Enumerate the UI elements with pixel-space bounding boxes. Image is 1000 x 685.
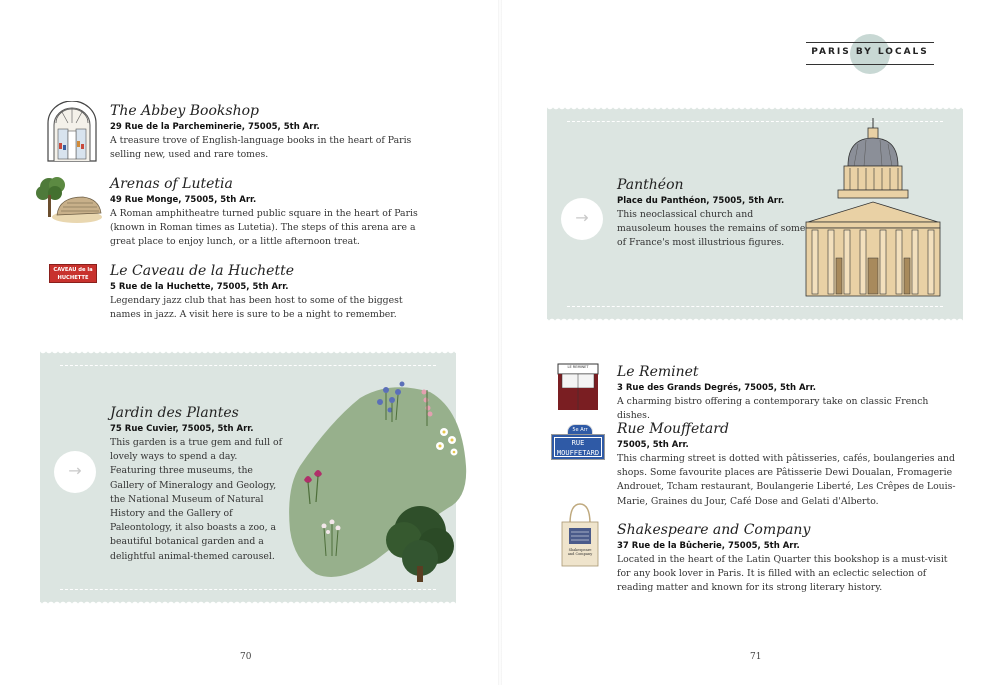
entry-description: A Roman amphitheatre turned public square in the heart of Paris (known in Roman times as Lutetia). The steps of this arena are a great place to enjoy lunch, or a little afternoon treat. (110, 208, 418, 248)
arenas-of-lutetia-icon (33, 175, 103, 225)
panel-scallop-top (40, 351, 456, 357)
entry-description: This charming street is dotted with pâtisseries, cafés, boulangeries and shops. Some favourite places are Pâtisserie Dewi Doualan, Fromagerie Androuet, Tcham restaurant, Boulangerie Liberté, Les Crêpes de Louis-Marie, Graines du Jour, Café Dose and Gelati d'Alberto. (617, 453, 956, 507)
jardin-des-plantes-illustration (280, 370, 470, 590)
entry-le-reminet (617, 364, 957, 423)
shakespeare-tote-bag-icon (560, 502, 600, 568)
entry-address: 49 Rue Monge, 75005, 5th Arr. (110, 195, 257, 205)
entry-description: Located in the heart of the Latin Quarter this bookshop is a must-visit for any book lover in Paris. It is filled with an eclectic selection of reading matter and known for its strong literary history. (617, 554, 948, 594)
entry-le-caveau-de-la-huchette (110, 263, 432, 322)
header-text: PARIS BY LOCALS (811, 47, 929, 57)
pantheon-illustration (802, 118, 944, 300)
entry-address: 37 Rue de la Bûcherie, 75005, 5th Arr. (617, 541, 800, 551)
caveau-sign-icon (49, 264, 97, 283)
entry-address: Place du Panthéon, 75005, 5th Arr. (617, 196, 785, 206)
entry-description: A treasure trove of English-language books in the heart of Paris selling new, used and rare tomes. (110, 135, 412, 161)
entry-description: Legendary jazz club that has been host to some of the biggest names in jazz. A visit here is sure to be a night to remember. (110, 295, 403, 321)
entry-pantheon (617, 177, 807, 251)
entry-description: This neoclassical church and mausoleum houses the remains of some of France's most illustrious figures. (617, 209, 806, 249)
panel-dash-top (60, 365, 436, 366)
caveau-sign-line1: CAVEAU de la (53, 267, 93, 273)
entry-abbey-bookshop (110, 103, 430, 162)
arrow-icon: → (575, 208, 589, 227)
entry-title: Panthéon (617, 177, 684, 193)
rue-mouffetard-sign-icon (551, 424, 607, 462)
entry-address: 75005, 5th Arr. (617, 440, 689, 450)
sign-line2: MOUFFETARD (556, 449, 600, 457)
panel-scallop-bottom (547, 315, 963, 321)
panel-scallop-top (547, 107, 963, 113)
le-reminet-sign-text: LE REMINET (567, 365, 589, 369)
entry-address: 3 Rue des Grands Degrés, 75005, 5th Arr. (617, 383, 816, 393)
le-reminet-icon (556, 362, 600, 412)
pantheon-arrow-button[interactable] (561, 198, 603, 240)
page-number-left: 70 (240, 652, 252, 662)
entry-title: Rue Mouffetard (617, 421, 729, 437)
entry-address: 5 Rue de la Huchette, 75005, 5th Arr. (110, 282, 289, 292)
sign-plate (551, 434, 605, 460)
entry-description: This garden is a true gem and full of lovely ways to spend a day. Featuring three museums, the Gallery of Mineralogy and Geology, the National Museum of Natural History and the Gallery of Paleontology, it also boasts a zoo, a beautiful botanical garden and a delightful animal-themed carousel. (110, 437, 283, 562)
entry-title: Le Caveau de la Huchette (110, 263, 294, 279)
entry-title: The Abbey Bookshop (110, 103, 259, 119)
entry-arenas-of-lutetia (110, 176, 432, 250)
entry-title: Arenas of Lutetia (110, 176, 233, 192)
header-rule-bottom (806, 64, 934, 65)
sign-arrondissement: 5e Arr (567, 424, 593, 436)
abbey-bookshop-icon (46, 101, 98, 163)
header-rule-top (806, 42, 934, 43)
gutter (498, 0, 502, 685)
tote-bag-text: Shakespeare and Company (567, 548, 593, 556)
caveau-sign-line2: HUCHETTE (57, 275, 89, 281)
jardin-arrow-button[interactable] (54, 451, 96, 493)
panel-scallop-bottom (40, 598, 456, 604)
entry-title: Jardin des Plantes (110, 405, 239, 421)
entry-address: 29 Rue de la Parcheminerie, 75005, 5th Arr. (110, 122, 320, 132)
entry-description: A charming bistro offering a contemporary take on classic French dishes. (617, 396, 929, 422)
entry-title: Le Reminet (617, 364, 699, 380)
arrow-icon: → (68, 461, 82, 480)
entry-jardin-des-plantes (110, 405, 284, 564)
entry-rue-mouffetard (617, 421, 962, 509)
sign-line1: RUE (571, 439, 585, 447)
page-number-right: 71 (750, 652, 762, 662)
section-header (806, 42, 934, 66)
entry-title: Shakespeare and Company (617, 522, 811, 538)
entry-address: 75 Rue Cuvier, 75005, 5th Arr. (110, 424, 254, 434)
panel-dash-bottom (567, 306, 943, 307)
entry-shakespeare-and-company (617, 522, 957, 596)
